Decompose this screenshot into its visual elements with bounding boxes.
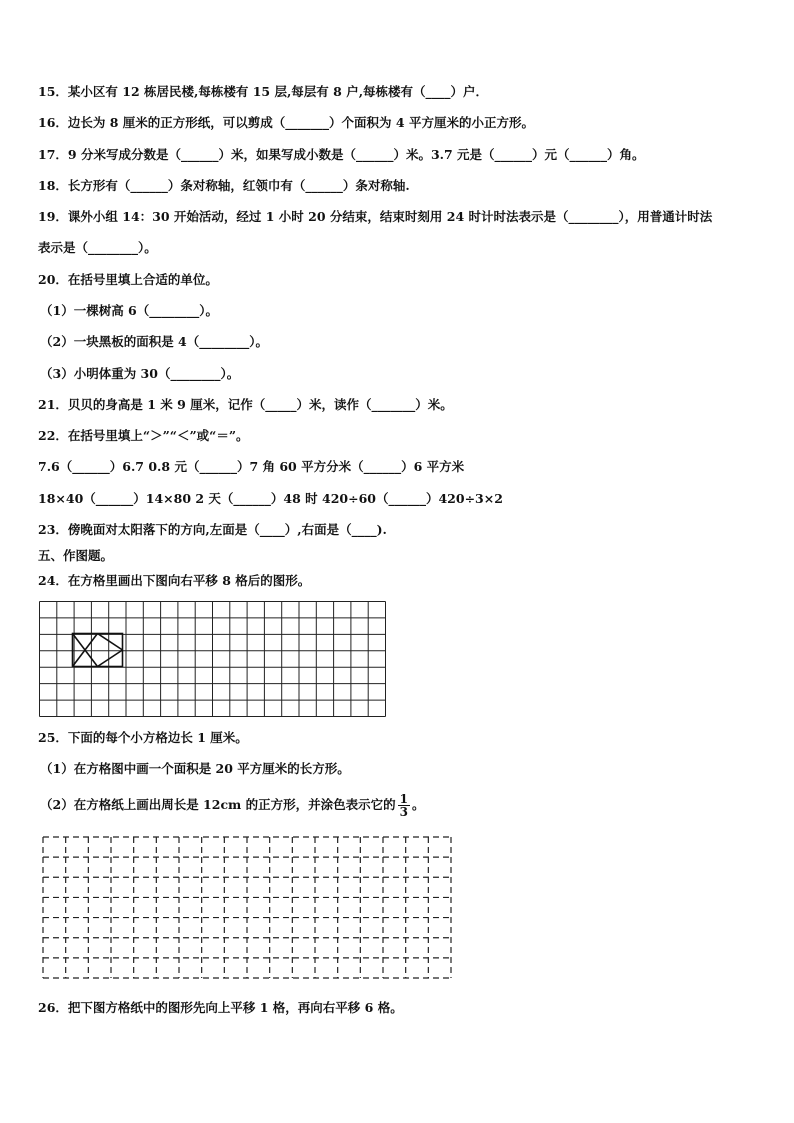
- fraction-numerator: 1: [399, 792, 408, 806]
- question-24: 24．在方格里画出下图向右平移 8 格后的图形。: [38, 573, 311, 588]
- question-25-part-2: [40, 793, 425, 818]
- question-21: 21．贝贝的身高是 1 米 9 厘米，记作（_____）米，读作（_______）米。: [38, 397, 453, 412]
- question-25-part-2-suffix: 。: [412, 797, 425, 812]
- question-17: 17．9 分米写成分数是（______）米，如果写成小数是（______）米。3.7 元是（______）元（______）角。: [38, 147, 645, 162]
- section-5-heading: 五、作图题。: [38, 548, 114, 563]
- question-24-grid: [38, 600, 388, 718]
- diamond-figure: [73, 634, 123, 667]
- question-20-part-1: （1）一棵树高 6（________）。: [40, 303, 218, 318]
- fraction-one-third: [398, 793, 410, 818]
- question-18: 18．长方形有（______）条对称轴，红领巾有（______）条对称轴.: [38, 178, 410, 193]
- question-22-row-1: 7.6（______）6.7 0.8 元（______）7 角 60 平方分米（______）6 平方米: [38, 459, 465, 474]
- question-25: 25．下面的每个小方格边长 1 厘米。: [38, 730, 248, 745]
- question-19-line1: 19．课外小组 14：30 开始活动，经过 1 小时 20 分结束，结束时刻用 24 时计时法表示是（________），用普通计时法: [38, 209, 713, 224]
- question-22: 22．在括号里填上“＞”“＜”或“＝”。: [38, 428, 249, 443]
- question-20-part-3: （3）小明体重为 30（________）。: [40, 366, 240, 381]
- question-26: 26．把下图方格纸中的图形先向上平移 1 格，再向右平移 6 格。: [38, 1000, 403, 1015]
- question-20-part-2: （2）一块黑板的面积是 4（________）。: [40, 334, 268, 349]
- fraction-denominator: 3: [399, 805, 408, 819]
- question-19-line2: 表示是（________）。: [38, 240, 157, 255]
- question-25-part-1: （1）在方格图中画一个面积是 20 平方厘米的长方形。: [40, 761, 350, 776]
- question-16: 16．边长为 8 厘米的正方形纸，可以剪成（_______）个面积为 4 平方厘米的小正方形。: [38, 115, 534, 130]
- question-25-dashed-grid: [40, 834, 456, 982]
- question-20: 20．在括号里填上合适的单位。: [38, 272, 218, 287]
- question-23: 23．傍晚面对太阳落下的方向,左面是（____）,右面是（____).: [38, 522, 387, 537]
- question-25-part-2-text: （2）在方格纸上画出周长是 12cm 的正方形，并涂色表示它的: [40, 797, 396, 812]
- question-15: 15．某小区有 12 栋居民楼,每栋楼有 15 层,每层有 8 户,每栋楼有（____）户．: [38, 84, 489, 99]
- question-22-row-2: 18×40（______）14×80 2 天（______）48 时 420÷60（______）420÷3×2: [38, 491, 503, 506]
